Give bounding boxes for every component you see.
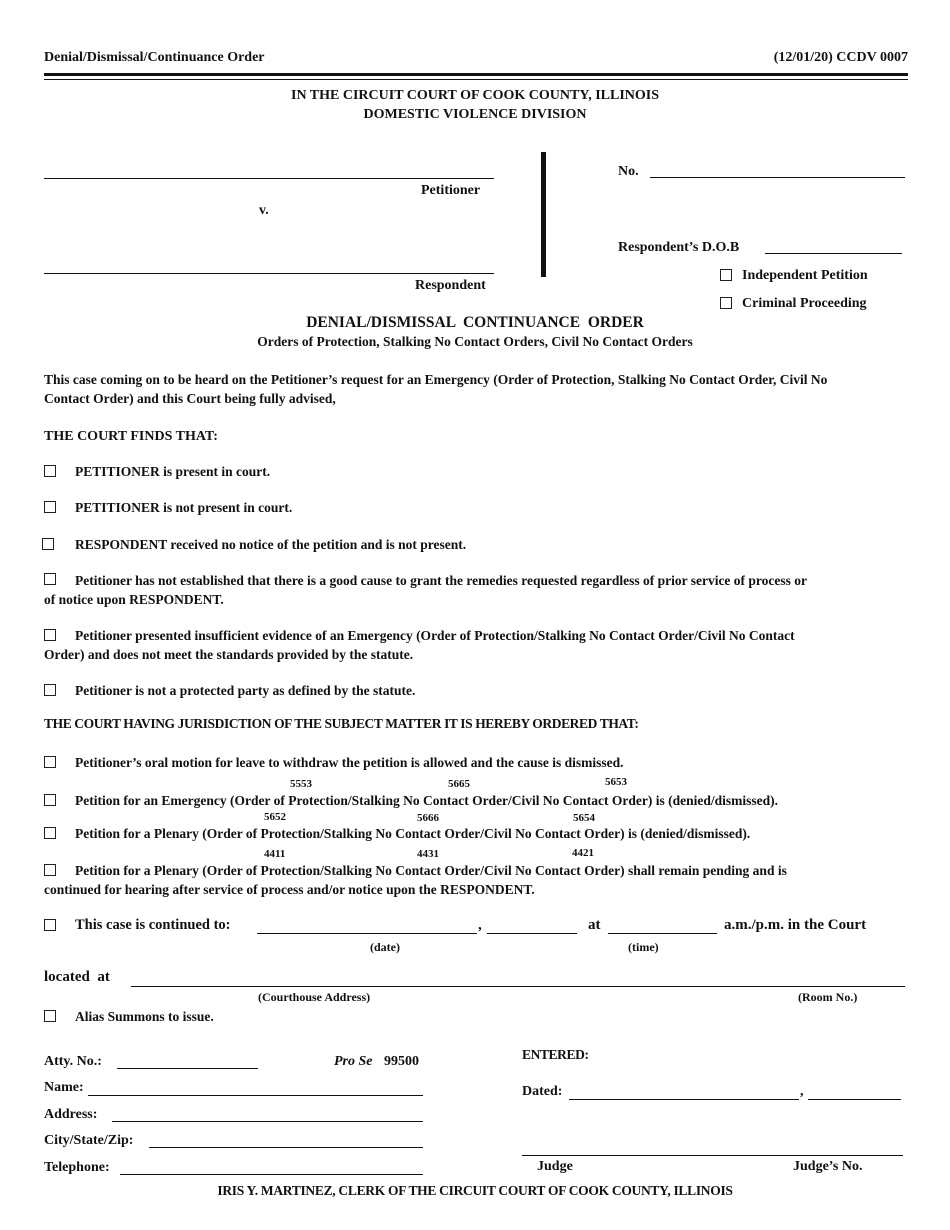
pro-se-code: 99500: [384, 1054, 419, 1069]
emergency-code-cnco: 5653: [605, 776, 627, 788]
finding-insufficient-evidence-line-2: Order) and does not meet the standards provided by the statute.: [44, 647, 414, 662]
order-plenary: Petition for a Plenary (Order of Protection/Stalking No Contact Order/Civil No Contact Order) is (denied/dismissed).: [75, 826, 751, 841]
case-number-field[interactable]: [650, 177, 905, 178]
continued-at-label: at: [588, 917, 601, 933]
entered-label: ENTERED:: [522, 1047, 589, 1062]
petitioner-name-line[interactable]: [44, 178, 494, 179]
atty-no-field[interactable]: [117, 1068, 258, 1069]
finding-petitioner-present: PETITIONER is present in court.: [75, 464, 271, 479]
dated-comma: ,: [800, 1084, 804, 1099]
plenary-code-op: 5652: [264, 811, 286, 823]
respondent-dob-label: Respondent’s D.O.B: [618, 240, 740, 255]
time-caption: (time): [628, 940, 659, 954]
respondent-dob-field[interactable]: [765, 253, 902, 254]
court-name: IN THE CIRCUIT COURT OF COOK COUNTY, ILLINOIS: [291, 88, 659, 103]
order-subtitle: Orders of Protection, Stalking No Contact Orders, Civil No Contact Orders: [257, 334, 693, 349]
criminal-proceeding-label: Criminal Proceeding: [742, 296, 867, 311]
order-withdraw: Petitioner’s oral motion for leave to withdraw the petition is allowed and the cause is dismissed.: [75, 755, 624, 770]
finding-not-protected-party: Petitioner is not a protected party as defined by the statute.: [75, 683, 416, 698]
criminal-proceeding-checkbox[interactable]: [720, 297, 732, 309]
case-number-label: No.: [618, 164, 639, 179]
courthouse-address-field[interactable]: [131, 986, 905, 987]
date-caption: (date): [370, 940, 400, 954]
order-emergency: Petition for an Emergency (Order of Protection/Stalking No Contact Order/Civil No Contact Order) is (denied/dismissed).: [75, 793, 779, 808]
clerk-footer: IRIS Y. MARTINEZ, CLERK OF THE CIRCUIT COURT OF COOK COUNTY, ILLINOIS: [217, 1183, 733, 1198]
caption-divider: [541, 152, 546, 277]
independent-petition-checkbox[interactable]: [720, 269, 732, 281]
independent-petition-label: Independent Petition: [742, 268, 868, 283]
order-pending-line-1: Petition for a Plenary (Order of Protection/Stalking No Contact Order/Civil No Contact Order) shall remain pending and is: [75, 863, 787, 878]
petitioner-label: Petitioner: [421, 183, 481, 198]
order-plenary-checkbox[interactable]: [44, 827, 56, 839]
continued-time-field[interactable]: [608, 933, 717, 934]
judge-label: Judge: [537, 1159, 573, 1174]
finding-petitioner-not-present-checkbox[interactable]: [44, 501, 56, 513]
continued-to-label: This case is continued to:: [75, 917, 231, 933]
name-label: Name:: [44, 1080, 84, 1095]
telephone-label: Telephone:: [44, 1160, 110, 1175]
respondent-name-line[interactable]: [44, 273, 494, 274]
finding-no-good-cause-line-2: of notice upon RESPONDENT.: [44, 592, 224, 607]
header-rule-thin: [44, 79, 908, 80]
form-title-header: Denial/Dismissal/Continuance Order: [44, 50, 265, 65]
address-label: Address:: [44, 1107, 98, 1122]
finding-insufficient-evidence-line-1: Petitioner presented insufficient evidence of an Emergency (Order of Protection/Stalking No Contact Order/Civil No Contact: [75, 628, 795, 643]
continued-date-field[interactable]: [257, 933, 477, 934]
order-pending-line-2: continued for hearing after service of process and/or notice upon the RESPONDENT.: [44, 882, 535, 897]
dated-year-field[interactable]: [808, 1099, 901, 1100]
finding-petitioner-not-present: PETITIONER is not present in court.: [75, 500, 293, 515]
intro-line-1: This case coming on to be heard on the Petitioner’s request for an Emergency (Order of Protection, Stalking No Contact Order, Civil No: [44, 372, 828, 387]
intro-line-2: Contact Order) and this Court being fully advised,: [44, 391, 336, 406]
finding-no-notice-checkbox[interactable]: [42, 538, 54, 550]
versus-label: v.: [259, 203, 269, 218]
dated-label: Dated:: [522, 1084, 563, 1099]
finding-petitioner-present-checkbox[interactable]: [44, 465, 56, 477]
name-field[interactable]: [88, 1095, 423, 1096]
telephone-field[interactable]: [120, 1174, 423, 1175]
findings-heading: THE COURT FINDS THAT:: [44, 429, 218, 444]
judge-signature-line[interactable]: [522, 1155, 903, 1156]
judge-number-label: Judge’s No.: [793, 1159, 863, 1174]
order-pending-checkbox[interactable]: [44, 864, 56, 876]
finding-no-good-cause-line-1: Petitioner has not established that there is a good cause to grant the remedies requested regardless of prior service of process or: [75, 573, 808, 588]
finding-insufficient-evidence-checkbox[interactable]: [44, 629, 56, 641]
emergency-code-snco: 5665: [448, 778, 470, 790]
finding-no-good-cause-checkbox[interactable]: [44, 573, 56, 585]
city-state-zip-field[interactable]: [149, 1147, 423, 1148]
atty-no-label: Atty. No.:: [44, 1054, 102, 1069]
pending-code-cnco: 4421: [572, 847, 594, 859]
located-at-label: located at: [44, 969, 110, 985]
address-field[interactable]: [112, 1121, 423, 1122]
continued-comma: ,: [478, 917, 482, 933]
finding-no-notice: RESPONDENT received no notice of the petition and is not present.: [75, 537, 467, 552]
order-continued-checkbox[interactable]: [44, 919, 56, 931]
order-emergency-checkbox[interactable]: [44, 794, 56, 806]
alias-summons-checkbox[interactable]: [44, 1010, 56, 1022]
header-rule-thick: [44, 73, 908, 76]
form-number: (12/01/20) CCDV 0007: [773, 50, 908, 65]
pending-code-op: 4411: [264, 848, 286, 860]
orders-heading: THE COURT HAVING JURISDICTION OF THE SUBJECT MATTER IT IS HEREBY ORDERED THAT:: [44, 716, 639, 731]
courthouse-caption: (Courthouse Address): [258, 990, 371, 1004]
plenary-code-snco: 5666: [417, 812, 439, 824]
continued-year-field[interactable]: [487, 933, 577, 934]
pro-se-label: Pro Se: [334, 1054, 373, 1069]
court-division: DOMESTIC VIOLENCE DIVISION: [363, 107, 587, 122]
finding-not-protected-party-checkbox[interactable]: [44, 684, 56, 696]
respondent-label: Respondent: [415, 278, 486, 293]
city-state-zip-label: City/State/Zip:: [44, 1133, 134, 1148]
emergency-code-op: 5553: [290, 778, 312, 790]
plenary-code-cnco: 5654: [573, 812, 595, 824]
room-caption: (Room No.): [798, 990, 858, 1004]
order-title: DENIAL/DISMISSAL CONTINUANCE ORDER: [306, 314, 644, 331]
pending-code-snco: 4431: [417, 848, 439, 860]
alias-summons-label: Alias Summons to issue.: [75, 1009, 214, 1024]
ampm-court-label: a.m./p.m. in the Court: [724, 917, 867, 933]
order-withdraw-checkbox[interactable]: [44, 756, 56, 768]
dated-field[interactable]: [569, 1099, 799, 1100]
